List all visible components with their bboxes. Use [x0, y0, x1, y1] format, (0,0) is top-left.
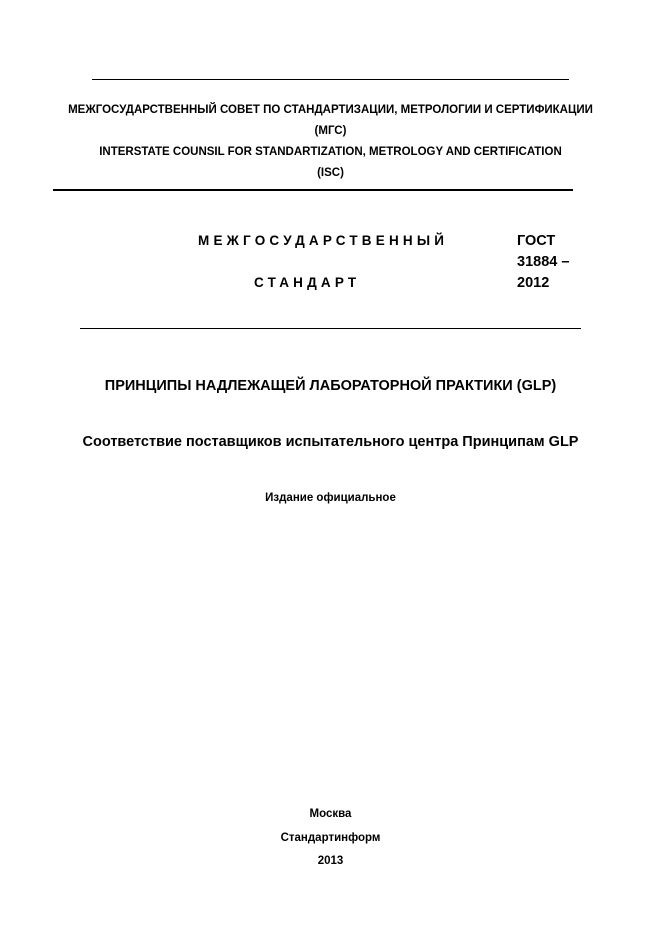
gost-label: ГОСТ — [517, 233, 556, 249]
document-subtitle: Соответствие поставщиков испытательного центра Принципам GLP — [82, 434, 579, 450]
council-abbr-en: (ISC) — [317, 167, 344, 179]
imprint-publisher: Стандартинформ — [280, 832, 381, 844]
imprint-year: 2013 — [317, 855, 344, 867]
designation-rule — [80, 328, 581, 329]
imprint-city: Москва — [309, 808, 352, 820]
edition-note: Издание официальное — [265, 492, 396, 504]
council-name-ru: МЕЖГОСУДАРСТВЕННЫЙ СОВЕТ ПО СТАНДАРТИЗАЦИИ, МЕТРОЛОГИИ И СЕРТИФИКАЦИИ — [68, 104, 593, 116]
standard-word-interstate: МЕЖГОСУДАРСТВЕННЫЙ — [198, 233, 449, 248]
council-name-en: INTERSTATE COUNSIL FOR STANDARTIZATION, METROLOGY AND CERTIFICATION — [99, 146, 562, 158]
gost-year: 2012 — [517, 275, 550, 291]
top-rule — [92, 79, 569, 80]
council-abbr-ru: (МГС) — [314, 125, 347, 137]
council-rule — [53, 189, 573, 191]
standard-word-standard: СТАНДАРТ — [254, 275, 361, 290]
document-title: ПРИНЦИПЫ НАДЛЕЖАЩЕЙ ЛАБОРАТОРНОЙ ПРАКТИКИ (GLP) — [104, 378, 557, 394]
gost-number: 31884 – — [517, 254, 570, 270]
